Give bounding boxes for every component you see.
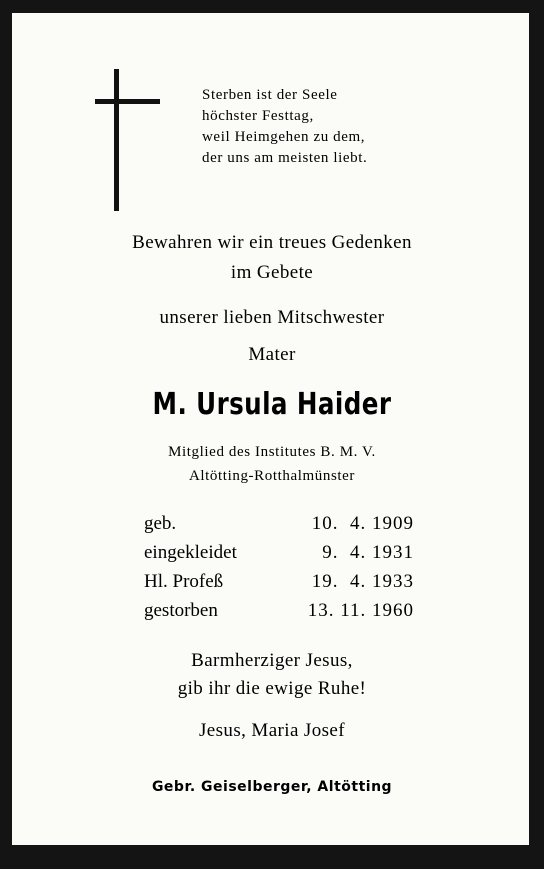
poem [202,85,367,169]
date-value: 10. 4. 1909 [311,513,414,534]
poem-line: der uns am meisten liebt. [202,150,368,166]
cross-icon [114,69,119,211]
poem-line: weil Heimgehen zu dem, [202,129,366,145]
date-row [144,538,414,567]
prayer-line-1: Barmherziger Jesus, [191,650,353,671]
date-value: 9. 4. 1931 [322,542,414,563]
dates-table [144,509,414,625]
intro-line-1: Bewahren wir ein treues Gedenken [132,232,412,253]
date-label: geb. [144,513,177,534]
date-row [144,596,414,625]
cross-icon-crossbar [95,99,160,104]
date-label: Hl. Profeß [144,571,224,592]
institute-line: Mitglied des Institutes B. M. V. [168,444,376,460]
date-value: 19. 4. 1933 [311,571,414,592]
title-mater: Mater [248,344,296,365]
date-label: gestorben [144,600,218,621]
date-label: eingekleidet [144,542,237,563]
poem-line: höchster Festtag, [202,108,314,124]
intro-line-2: im Gebete [230,262,314,283]
poem-line: Sterben ist der Seele [202,87,338,103]
date-row [144,509,414,538]
place-line: Altötting-Rotthalmünster [188,468,356,484]
date-row [144,567,414,596]
date-value: 13. 11. 1960 [307,600,414,621]
deceased-name: M. Ursula Haider [152,387,392,422]
intro-line-3: unserer lieben Mitschwester [159,307,385,328]
printer-imprint: Gebr. Geiselberger, Altötting [151,779,393,795]
prayer-line-2: gib ihr die ewige Ruhe! [177,678,367,699]
prayer-line-3: Jesus, Maria Josef [199,720,345,741]
